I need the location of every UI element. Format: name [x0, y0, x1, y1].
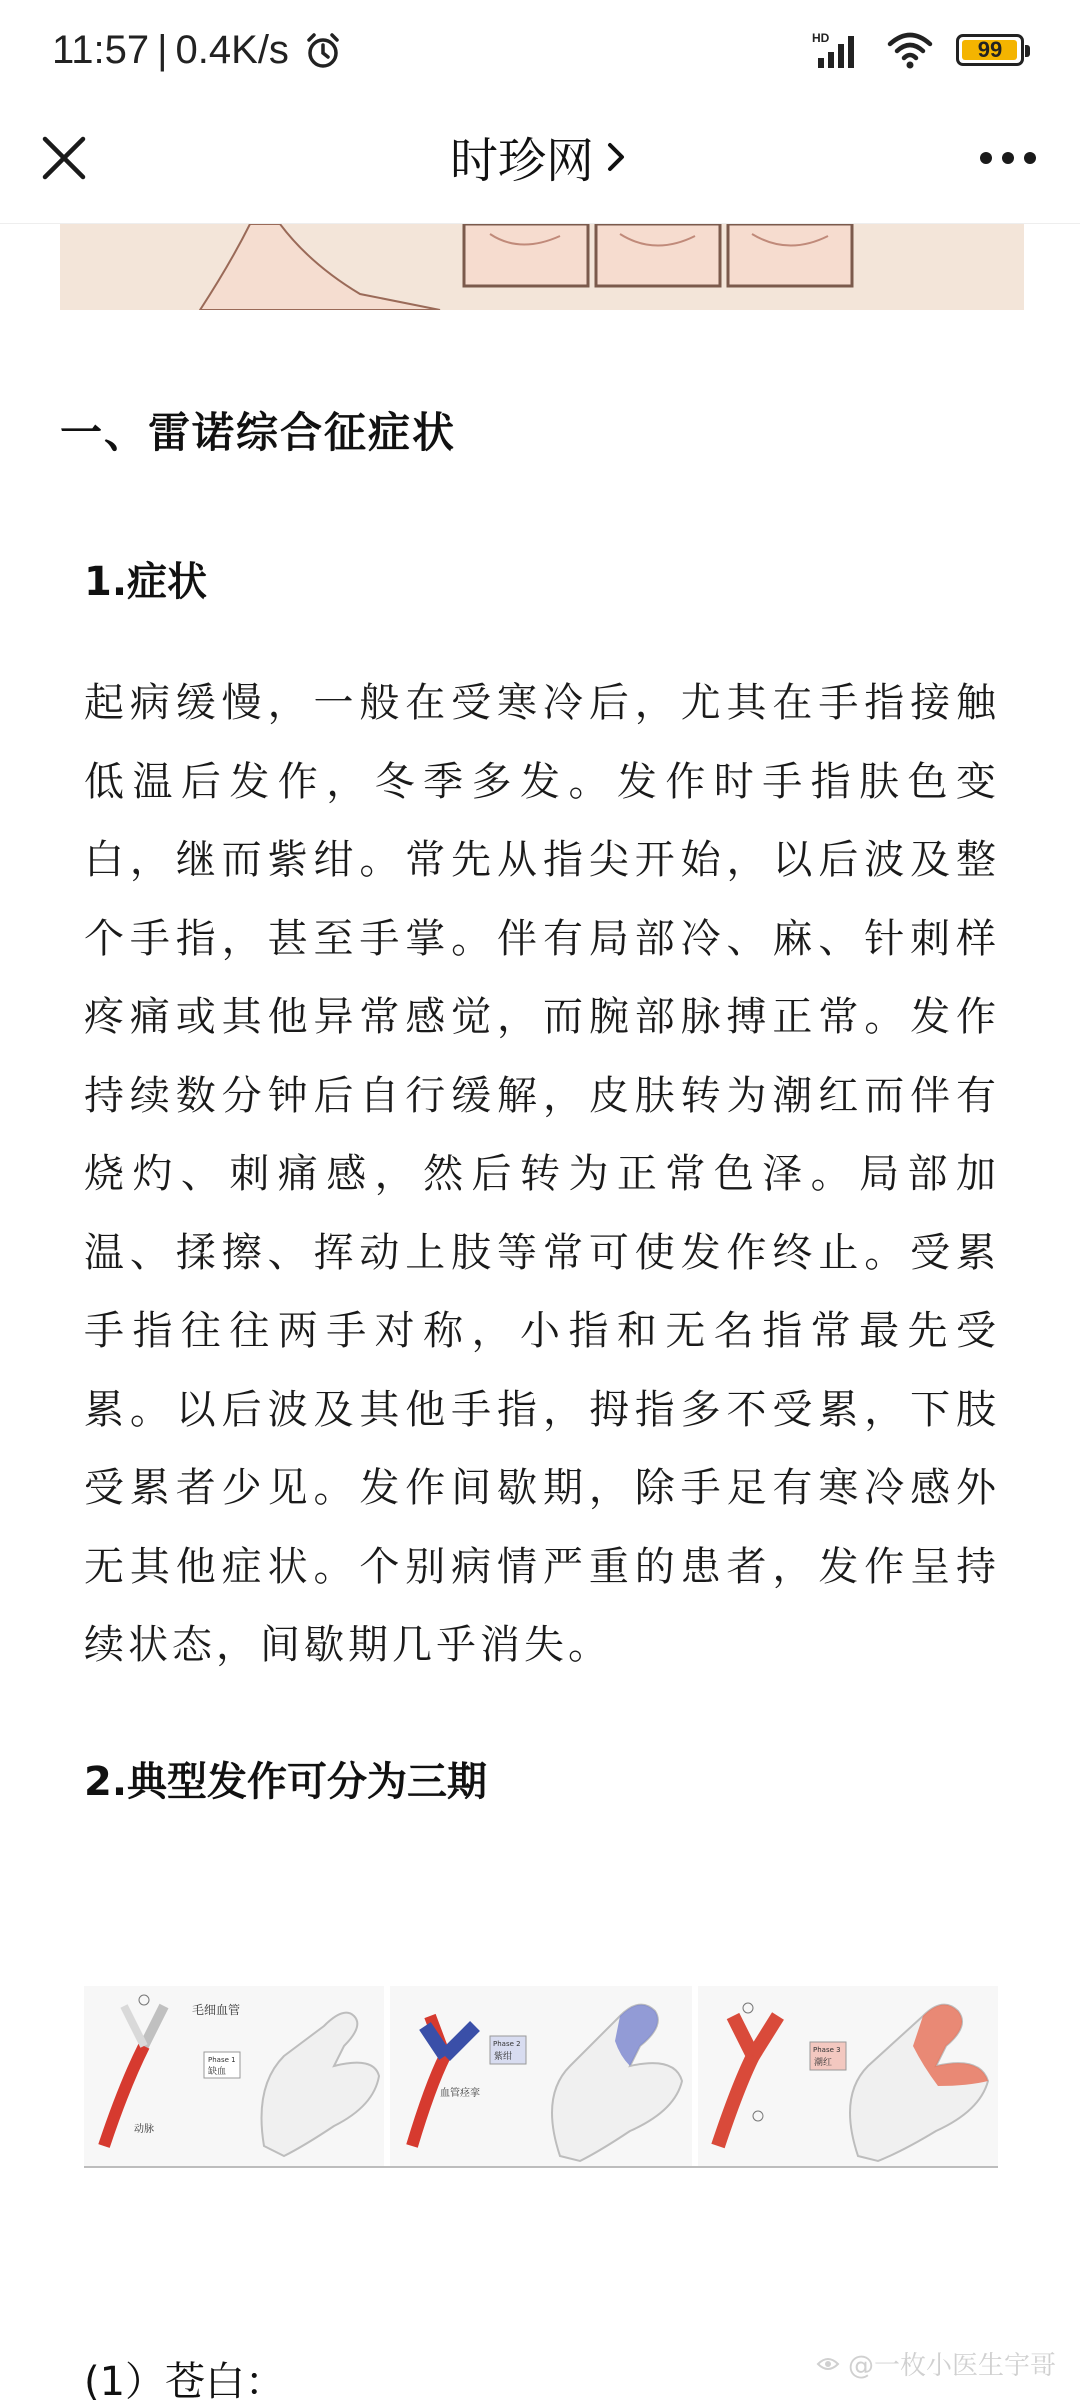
subheading-three-phases: 2.典型发作可分为三期 [84, 1759, 488, 1805]
label-artery: 动脉 [134, 2124, 154, 2135]
signal-icon [812, 30, 864, 70]
nav-bar [0, 100, 1080, 224]
status-right [812, 30, 1024, 70]
alarm-icon [303, 31, 343, 71]
phase-2-panel [390, 1986, 692, 2166]
nav-title: 时珍网 [449, 133, 594, 189]
phase-3-panel [698, 1986, 998, 2166]
wifi-icon [886, 30, 934, 70]
battery-tip [1025, 45, 1030, 57]
more-button[interactable] [968, 126, 1048, 190]
article-top-image [60, 224, 1024, 310]
subheading-pallor: (1）苍白： [84, 2359, 286, 2400]
status-time: 11:57 [52, 28, 150, 72]
label-cyanosis: 紫绀 [494, 2052, 513, 2062]
label-flush: 潮红 [814, 2058, 833, 2068]
label-capillary: 毛细血管 [192, 2003, 241, 2017]
battery-level: 99 [977, 37, 1003, 62]
more-icon [978, 151, 1038, 165]
network-speed: 0.4K/s [175, 28, 289, 72]
network-label: HD [812, 31, 830, 45]
label-phase-2: Phase 2 [493, 2040, 521, 2048]
watermark [814, 2345, 1056, 2382]
status-separator: | [157, 28, 168, 72]
phase-1-panel [84, 1986, 384, 2166]
symptom-paragraph: 起病缓慢，一般在受寒冷后，尤其在手指接触低温后发作，冬季多发。发作时手指肤色变白，继而紫绀。常先从指尖开始，以后波及整个手指，甚至手掌。伴有局部冷、麻、针刺样疼痛或其他异常感觉，而腕部脉搏正常。发作持续数分钟后自行缓解，皮肤转为潮红而伴有烧灼、刺痛感，然后转为正常色泽。局部加温、揉擦、挥动上肢等常可使发作终止。受累手指往往两手对称，小指和无名指常最先受累。以后波及其他手指，拇指多不受累，下肢受累者少见。发作间歇期，除手足有寒冷感外无其他症状。个别病情严重的患者，发作呈持续状态，间歇期几乎消失。 [84, 680, 1000, 1668]
chevron-right-icon [604, 137, 630, 177]
weibo-logo-icon [814, 2350, 842, 2378]
nav-title-link[interactable] [0, 122, 1080, 191]
status-left [52, 28, 343, 73]
subheading-symptoms: 1.症状 [84, 559, 208, 605]
section-heading: 一、雷诺综合征症状 [60, 408, 457, 457]
label-phase-3: Phase 3 [813, 2046, 841, 2054]
label-ischemia: 缺血 [208, 2067, 227, 2077]
watermark-text: @一枚小医生宇哥 [847, 2351, 1056, 2381]
status-bar [0, 0, 1080, 100]
phase-figure [84, 1986, 998, 2168]
label-phase-1: Phase 1 [208, 2056, 236, 2064]
battery-icon [956, 34, 1024, 66]
label-spasm: 血管痉挛 [440, 2088, 480, 2099]
hands-illustration [60, 224, 1024, 310]
